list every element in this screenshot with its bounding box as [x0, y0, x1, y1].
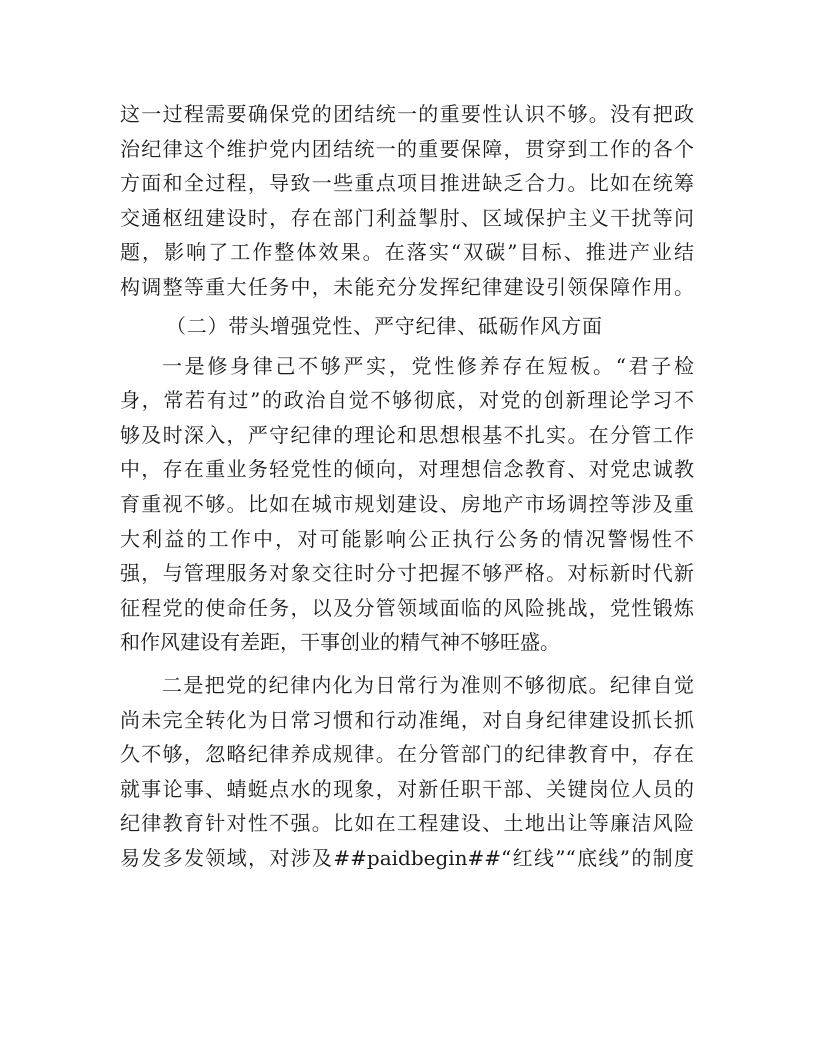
text-line: 治纪律这个维护党内团结统一的重要保障，贯穿到工作的各个 [120, 136, 694, 161]
document-page [120, 97, 694, 875]
text-line: 和作风建设有差距，干事创业的精气神不够旺盛。 [120, 630, 560, 655]
text-line: 构调整等重大任务中，未能充分发挥纪律建设引领保障作用。 [120, 274, 694, 299]
text-line: 这一过程需要确保党的团结统一的重要性认识不够。没有把政 [120, 102, 694, 126]
text-line: 题，影响了工作整体效果。在落实“双碳”目标、推进产业结 [120, 240, 694, 265]
text-line: 尚未完全转化为日常习惯和行动准绳，对自身纪律建设抓长抓 [120, 707, 694, 732]
text-line: 中，存在重业务轻党性的倾向，对理想信念教育、对党忠诚教 [120, 457, 694, 482]
text-line: 就事论事、蜻蜓点水的现象，对新任职干部、关键岗位人员的 [120, 776, 694, 801]
text-line: 一是修身律己不够严实，党性修养存在短板。“君子检 [162, 353, 694, 378]
paragraph-3 [120, 668, 694, 876]
text-line: 交通枢纽建设时，存在部门利益掣肘、区域保护主义干扰等问 [120, 205, 694, 230]
text-line: 身，常若有过”的政治自觉不够彻底，对党的创新理论学习不 [120, 388, 694, 413]
paragraph-1 [120, 97, 694, 305]
section-heading: （二）带头增强党性、严守纪律、砥砺作风方面 [166, 313, 603, 338]
text-line: 育重视不够。比如在城市规划建设、房地产市场调控等涉及重 [120, 491, 694, 516]
text-line: 久不够，忽略纪律养成规律。在分管部门的纪律教育中，存在 [120, 742, 694, 767]
text-line: 二是把党的纪律内化为日常行为准则不够彻底。纪律自觉 [162, 672, 694, 697]
paragraph-2 [120, 349, 694, 660]
text-line: 方面和全过程，导致一些重点项目推进缺乏合力。比如在统筹 [120, 171, 694, 196]
text-line: 易发多发领域，对涉及##paidbegin##“红线”“底线”的制度 [120, 845, 694, 870]
text-line: 纪律教育针对性不强。比如在工程建设、土地出让等廉洁风险 [120, 811, 694, 836]
text-line: 征程党的使命任务，以及分管领域面临的风险挑战，党性锻炼 [120, 595, 694, 620]
text-line: 大利益的工作中，对可能影响公正执行公务的情况警惕性不 [120, 526, 694, 551]
text-line: 够及时深入，严守纪律的理论和思想根基不扎实。在分管工作 [120, 422, 694, 447]
text-line: 强，与管理服务对象交往时分寸把握不够严格。对标新时代新 [120, 561, 694, 586]
